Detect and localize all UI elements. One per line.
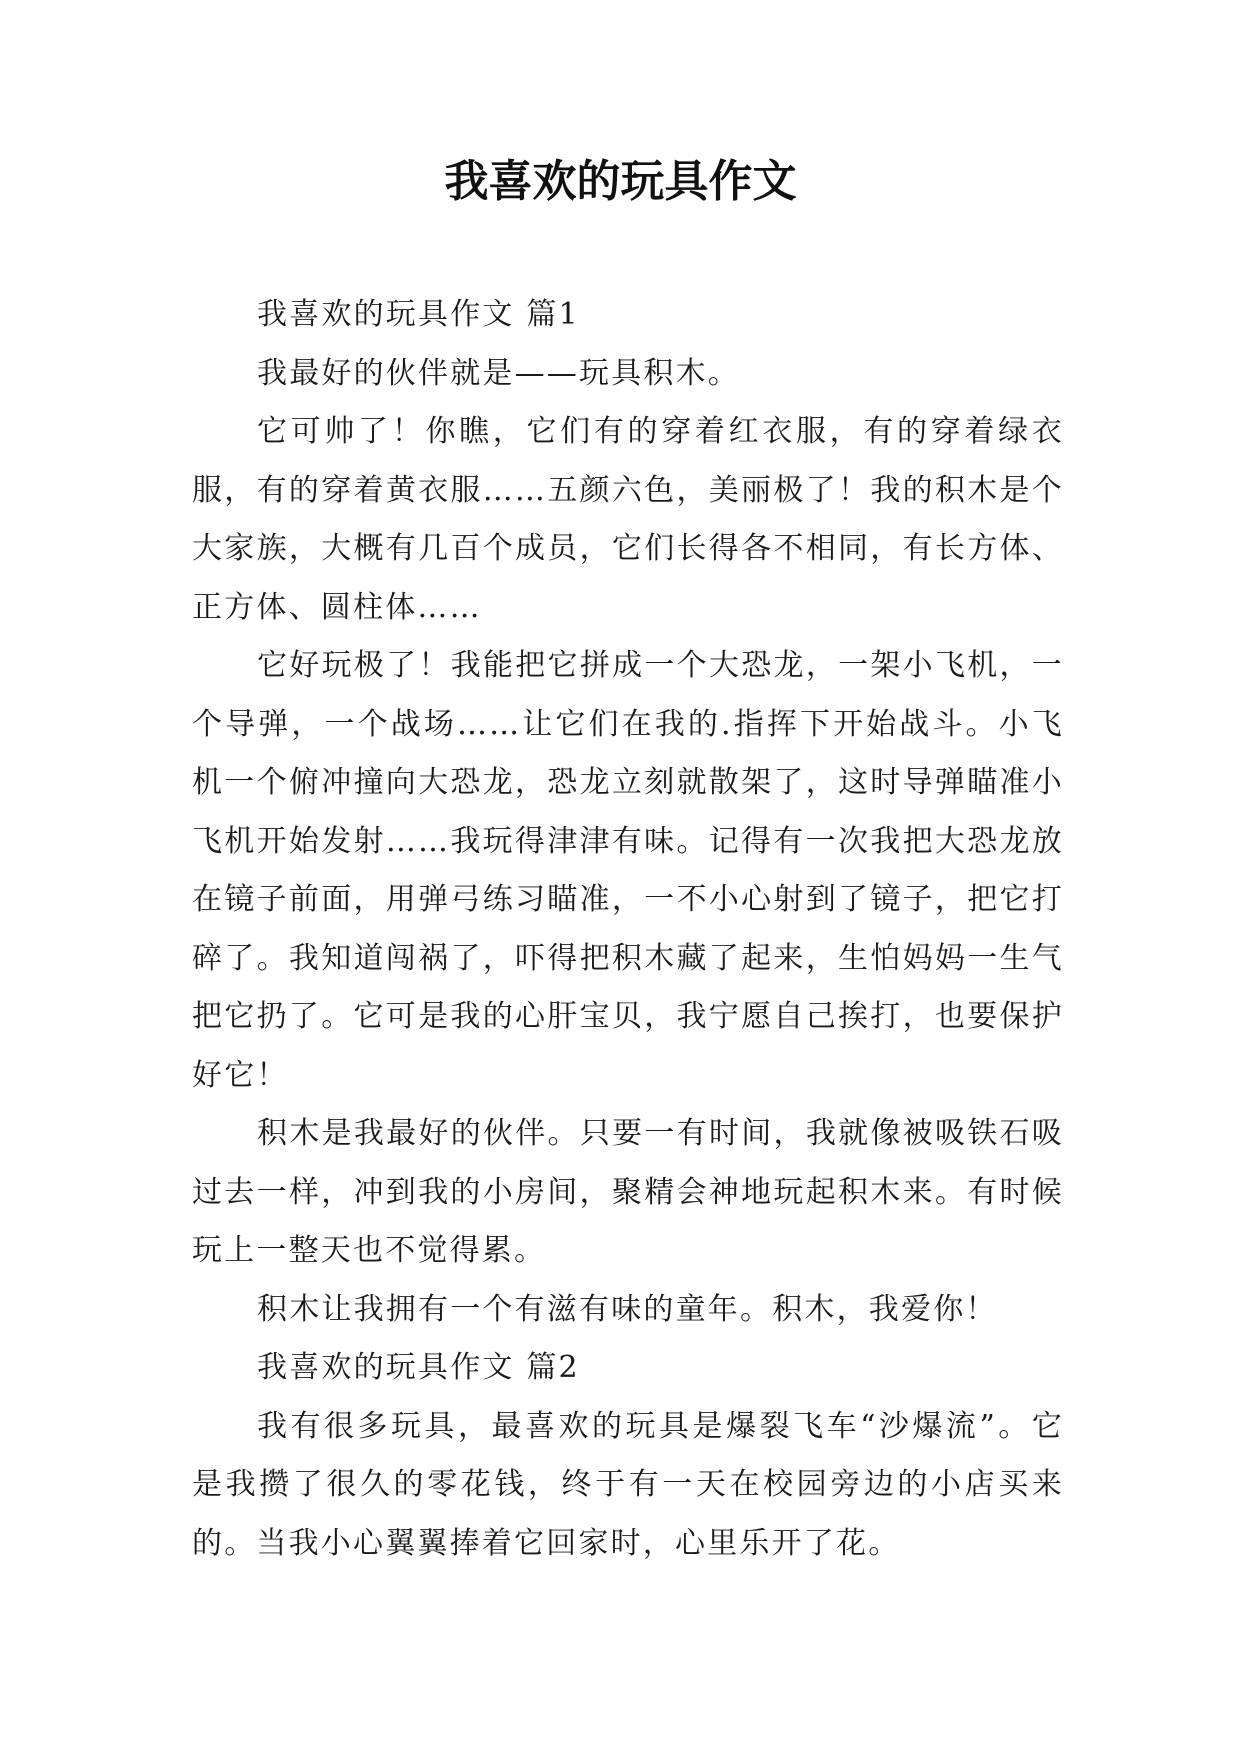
paragraph: 它好玩极了！我能把它拼成一个大恐龙，一架小飞机，一个导弹，一个战场……让它们在我的.指挥下开始战斗。小飞机一个俯冲撞向大恐龙，恐龙立刻就散架了，这时导弹瞄准小飞机开始发射……我玩得津津有味。记得有一次我把大恐龙放在镜子前面，用弹弓练习瞄准，一不小心射到了镜子，把它打碎了。我知道闯祸了，吓得把积木藏了起来，生怕妈妈一生气把它扔了。它可是我的心肝宝贝，我宁愿自己挨打，也要保护好它！ (192, 648, 1064, 1093)
paragraph: 我有很多玩具，最喜欢的玩具是爆裂飞车“沙爆流”。它是我攒了很久的零花钱，终于有一天在校园旁边的小店买来的。当我小心翼翼捧着它回家时，心里乐开了花。 (192, 1408, 1064, 1561)
paragraph: 我最好的伙伴就是——玩具积木。 (257, 355, 740, 391)
section-heading-1: 我喜欢的玩具作文 篇1 (257, 297, 580, 332)
document-body (192, 286, 1064, 1573)
document-title: 我喜欢的玩具作文 (444, 156, 797, 207)
paragraph: 它可帅了！你瞧，它们有的穿着红衣服，有的穿着绿衣服，有的穿着黄衣服……五颜六色，美丽极了！我的积木是个大家族，大概有几百个成员，它们长得各不相同，有长方体、正方体、圆柱体…… (192, 414, 1064, 625)
paragraph: 积木是我最好的伙伴。只要一有时间，我就像被吸铁石吸过去一样，冲到我的小房间，聚精会神地玩起积木来。有时候玩上一整天也不觉得累。 (192, 1116, 1064, 1268)
section-heading-2: 我喜欢的玩具作文 篇2 (257, 1350, 580, 1385)
paragraph: 积木让我拥有一个有滋有味的童年。积木，我爱你！ (257, 1291, 998, 1327)
